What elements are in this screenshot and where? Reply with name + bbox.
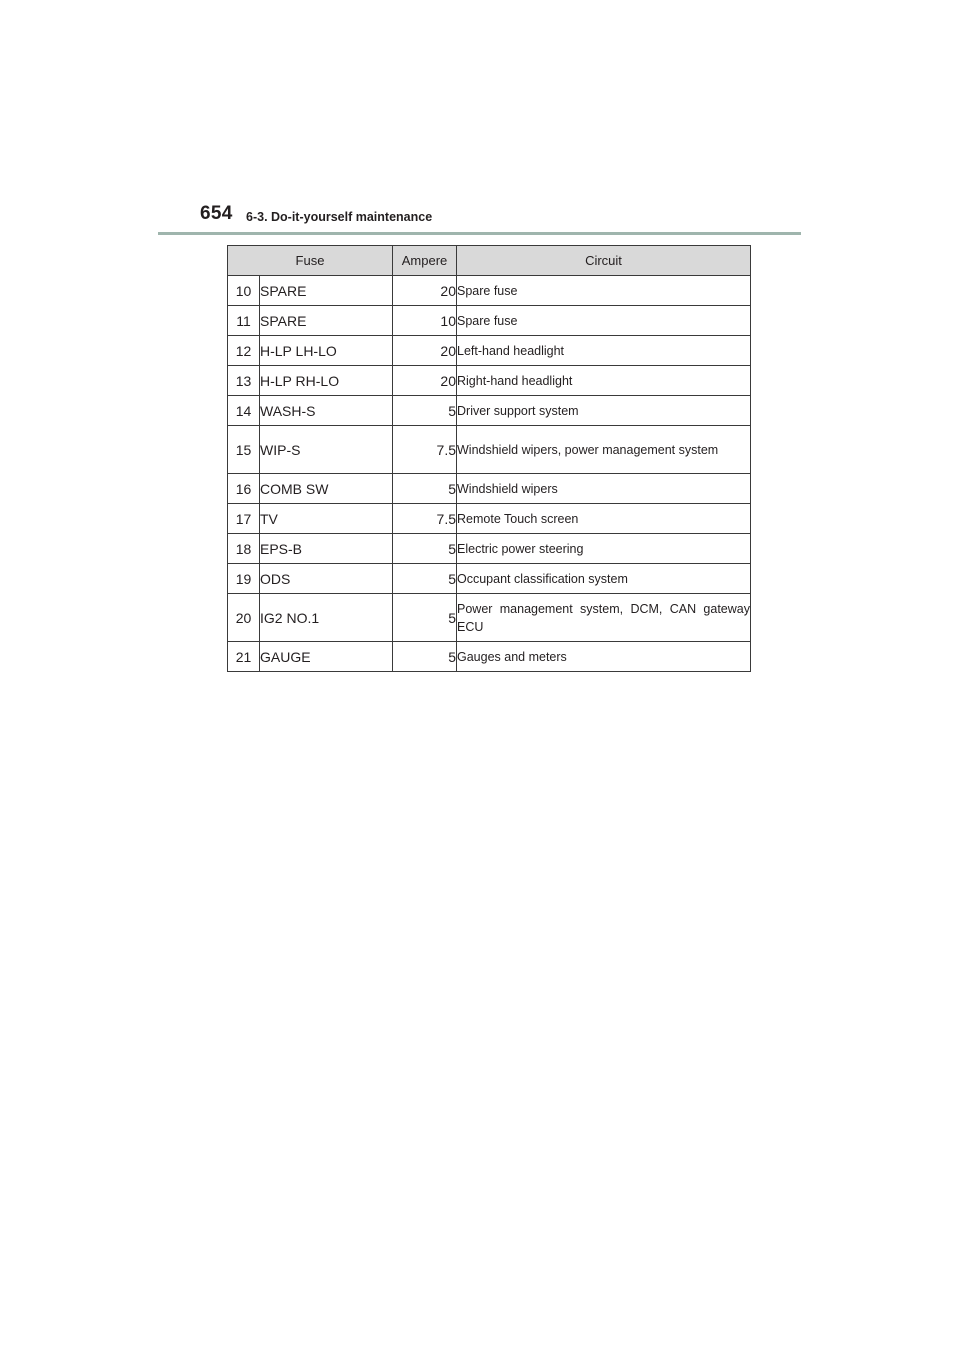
fuse-ampere: 5 <box>393 642 457 672</box>
header-fuse: Fuse <box>228 246 393 276</box>
page-header <box>200 203 760 233</box>
fuse-name: H-LP RH-LO <box>260 366 393 396</box>
fuse-number: 20 <box>228 594 260 642</box>
header-circuit: Circuit <box>457 246 751 276</box>
fuse-circuit: Windshield wipers <box>457 474 751 504</box>
fuse-number: 11 <box>228 306 260 336</box>
fuse-circuit: Remote Touch screen <box>457 504 751 534</box>
table-row <box>228 276 751 306</box>
fuse-name: H-LP LH-LO <box>260 336 393 366</box>
fuse-name: GAUGE <box>260 642 393 672</box>
table-row <box>228 426 751 474</box>
table-row <box>228 366 751 396</box>
fuse-number: 21 <box>228 642 260 672</box>
table-row <box>228 396 751 426</box>
fuse-ampere: 20 <box>393 366 457 396</box>
fuse-number: 18 <box>228 534 260 564</box>
fuse-name: ODS <box>260 564 393 594</box>
fuse-number: 15 <box>228 426 260 474</box>
fuse-circuit: Driver support system <box>457 396 751 426</box>
fuse-ampere: 10 <box>393 306 457 336</box>
fuse-ampere: 5 <box>393 534 457 564</box>
table-row <box>228 336 751 366</box>
fuse-name: COMB SW <box>260 474 393 504</box>
fuse-number: 10 <box>228 276 260 306</box>
fuse-ampere: 20 <box>393 336 457 366</box>
fuse-ampere: 5 <box>393 396 457 426</box>
fuse-number: 19 <box>228 564 260 594</box>
table-row <box>228 534 751 564</box>
fuse-number: 13 <box>228 366 260 396</box>
fuse-ampere: 7.5 <box>393 504 457 534</box>
table-row <box>228 594 751 642</box>
table-row <box>228 306 751 336</box>
fuse-number: 14 <box>228 396 260 426</box>
fuse-ampere: 20 <box>393 276 457 306</box>
fuse-circuit: Electric power steering <box>457 534 751 564</box>
fuse-name: SPARE <box>260 276 393 306</box>
fuse-number: 16 <box>228 474 260 504</box>
fuse-circuit: Gauges and meters <box>457 642 751 672</box>
fuse-circuit: Spare fuse <box>457 306 751 336</box>
section-title: 6-3. Do-it-yourself maintenance <box>246 210 433 224</box>
fuse-circuit: Left-hand headlight <box>457 336 751 366</box>
table-header-row <box>228 246 751 276</box>
fuse-name: WIP-S <box>260 426 393 474</box>
fuse-name: EPS-B <box>260 534 393 564</box>
header-ampere: Ampere <box>393 246 457 276</box>
fuse-table <box>227 245 751 672</box>
table-row <box>228 504 751 534</box>
fuse-circuit: Spare fuse <box>457 276 751 306</box>
fuse-ampere: 5 <box>393 564 457 594</box>
fuse-name: WASH-S <box>260 396 393 426</box>
fuse-name: IG2 NO.1 <box>260 594 393 642</box>
fuse-circuit: Power management system, DCM, CAN gateway ECU <box>457 594 751 642</box>
fuse-name: SPARE <box>260 306 393 336</box>
fuse-circuit: Right-hand headlight <box>457 366 751 396</box>
fuse-name: TV <box>260 504 393 534</box>
fuse-circuit: Occupant classification system <box>457 564 751 594</box>
header-rule <box>158 232 801 235</box>
table-row <box>228 564 751 594</box>
fuse-number: 17 <box>228 504 260 534</box>
fuse-number: 12 <box>228 336 260 366</box>
fuse-ampere: 5 <box>393 594 457 642</box>
fuse-ampere: 5 <box>393 474 457 504</box>
fuse-circuit: Windshield wipers, power management system <box>457 426 751 474</box>
fuse-ampere: 7.5 <box>393 426 457 474</box>
page-number: 654 <box>200 203 233 224</box>
table-row <box>228 474 751 504</box>
table-row <box>228 642 751 672</box>
